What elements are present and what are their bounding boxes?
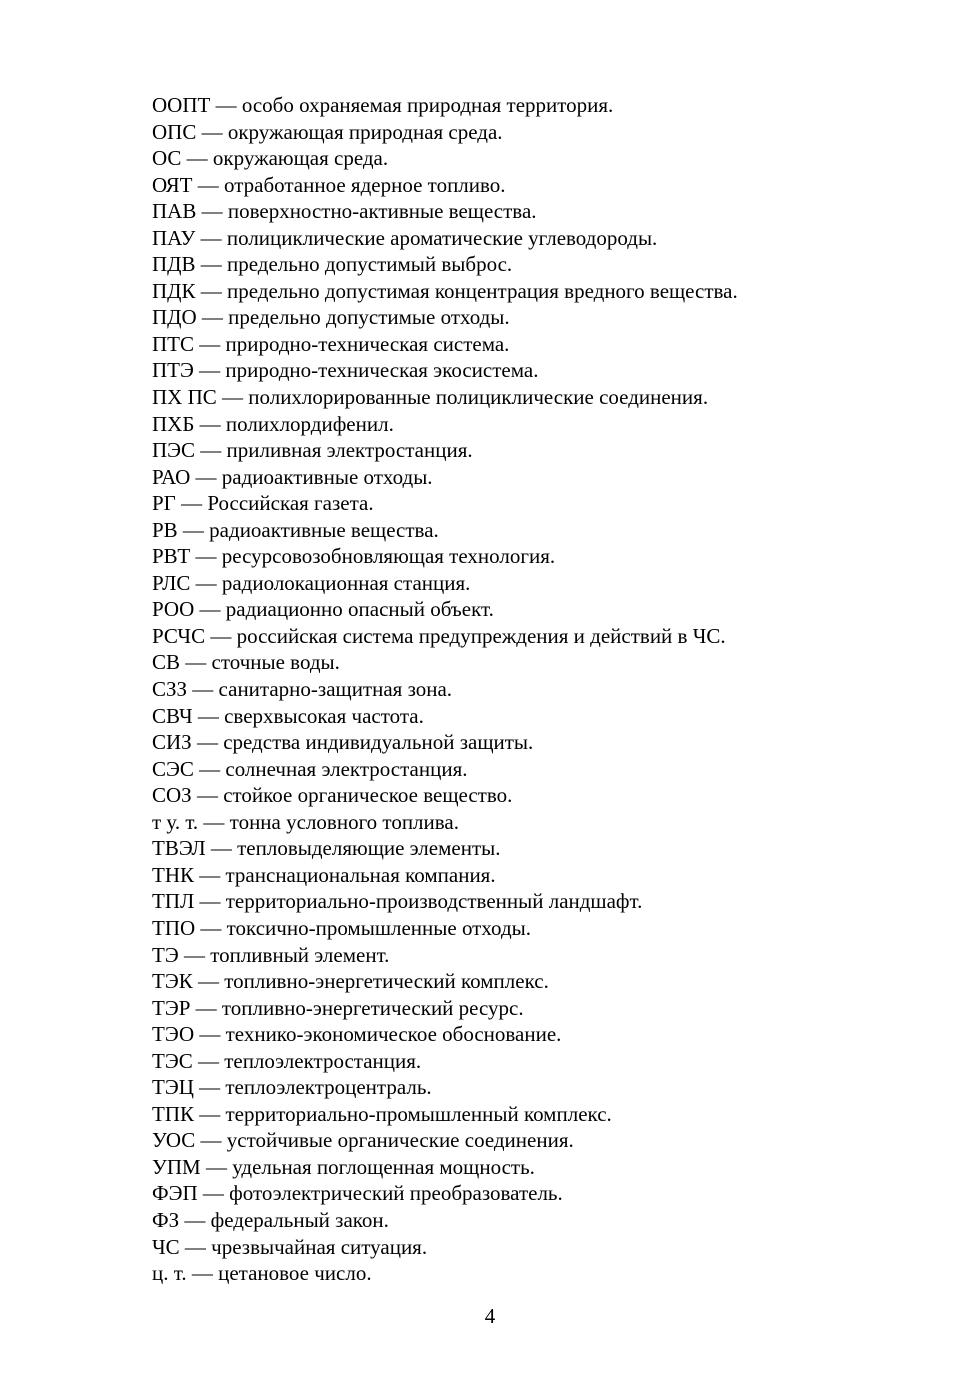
abbreviation-list [152, 92, 738, 1287]
abbreviation-item: РГ — Российская газета. [152, 491, 374, 516]
abbreviation-item: ПТЭ — природно-техническая экосистема. [152, 358, 539, 383]
abbreviation-item: СЭС — солнечная электростанция. [152, 756, 468, 781]
abbreviation-item: СИЗ — средства индивидуальной защиты. [152, 730, 534, 755]
abbreviation-item: ТВЭЛ — тепловыделяющие элементы. [152, 836, 501, 861]
abbreviation-item: ПХ ПС — полихлорированные полициклические соединения. [152, 385, 709, 410]
abbreviation-item: РОО — радиационно опасный объект. [152, 597, 494, 622]
abbreviation-item: ц. т. — цетановое число. [152, 1261, 372, 1286]
page-number: 4 [484, 1304, 496, 1328]
abbreviation-item: РСЧС — российская система предупреждения и действий в ЧС. [152, 623, 726, 648]
abbreviation-item: УОС — устойчивые органические соединения. [152, 1128, 574, 1153]
abbreviation-item: РВТ — ресурсовозобновляющая технология. [152, 544, 556, 569]
abbreviation-item: ООПТ — особо охраняемая природная территория. [152, 93, 614, 117]
abbreviation-item: ПТС — природно-техническая система. [152, 331, 510, 356]
abbreviation-item: РЛС — радиолокационная станция. [152, 570, 471, 595]
abbreviation-item: ТЭС — теплоэлектростанция. [152, 1048, 422, 1073]
abbreviation-item: ТЭ — топливный элемент. [152, 942, 390, 967]
abbreviation-item: ПЭС — приливная электростанция. [152, 438, 473, 463]
abbreviation-item: ТПЛ — территориально-производственный ландшафт. [152, 889, 643, 914]
abbreviation-item: ПДК — предельно допустимая концентрация вредного вещества. [152, 278, 738, 303]
abbreviation-item: ТЭО — технико-экономическое обоснование. [152, 1022, 562, 1047]
abbreviation-item: ПДВ — предельно допустимый выброс. [152, 252, 513, 277]
abbreviation-item: ПХБ — полихлордифенил. [152, 411, 394, 436]
abbreviation-item: ФЗ — федеральный закон. [152, 1207, 389, 1232]
abbreviation-item: ТЭК — топливно-энергетический комплекс. [152, 969, 549, 994]
abbreviation-item: ТПК — территориально-промышленный комплекс. [152, 1101, 612, 1126]
abbreviation-item: т у. т. — тонна условного топлива. [152, 809, 459, 834]
abbreviation-item: ОПС — окружающая природная среда. [152, 119, 503, 144]
abbreviation-item: УПМ — удельная поглощенная мощность. [152, 1154, 535, 1179]
abbreviation-item: СВ — сточные воды. [152, 650, 340, 675]
abbreviation-item: СЗЗ — санитарно-защитная зона. [152, 677, 453, 702]
abbreviation-item: ОЯТ — отработанное ядерное топливо. [152, 172, 506, 197]
abbreviation-item: ТЭЦ — теплоэлектроцентраль. [152, 1075, 432, 1100]
abbreviation-item: ТЭР — топливно-энергетический ресурс. [152, 995, 524, 1020]
abbreviation-item: ТНК — транснациональная компания. [152, 862, 496, 887]
abbreviation-item: РВ — радиоактивные вещества. [152, 517, 439, 542]
abbreviation-item: ТПО — токсично-промышленные отходы. [152, 915, 531, 940]
abbreviation-item: ПДО — предельно допустимые отходы. [152, 305, 510, 330]
abbreviation-item: ЧС — чрезвычайная ситуация. [152, 1234, 428, 1259]
abbreviation-item: СВЧ — сверхвысокая частота. [152, 703, 424, 728]
abbreviation-item: ПАВ — поверхностно-активные вещества. [152, 199, 537, 224]
abbreviation-item: ОС — окружающая среда. [152, 146, 389, 171]
abbreviation-item: СОЗ — стойкое органическое вещество. [152, 783, 513, 808]
abbreviation-item: ФЭП — фотоэлектрический преобразователь. [152, 1181, 563, 1206]
abbreviation-item: РАО — радиоактивные отходы. [152, 464, 433, 489]
abbreviation-item: ПАУ — полициклические ароматические углеводороды. [152, 225, 658, 250]
